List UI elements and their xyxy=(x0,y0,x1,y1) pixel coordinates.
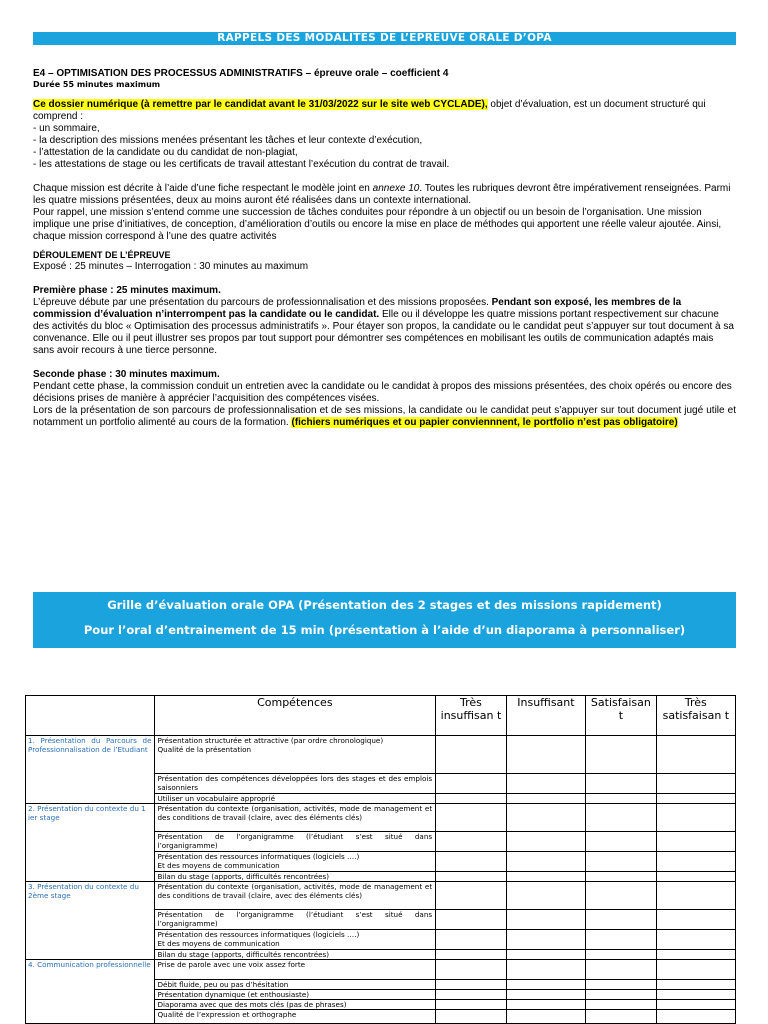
score-cell[interactable] xyxy=(436,736,507,774)
grille-subtitle: Pour l’oral d’entrainement de 15 min (présentation à l’aide d’un diaporama à personnaliser) xyxy=(83,623,686,637)
header-satisfaisant: Satisfaisan t xyxy=(586,696,657,736)
missions-paragraph xyxy=(33,183,736,207)
phase2-paragraph-2 xyxy=(33,405,736,429)
score-cell[interactable] xyxy=(506,1010,585,1024)
table-row xyxy=(26,882,736,910)
criterion-text: Et des moyens de communication xyxy=(157,939,280,948)
criterion-cell xyxy=(154,736,436,774)
score-cell[interactable] xyxy=(436,910,507,930)
score-cell[interactable] xyxy=(656,990,735,1000)
criterion-text: Présentation des ressources informatiques (logiciels ….) xyxy=(157,852,360,861)
score-cell[interactable] xyxy=(586,832,657,852)
score-cell[interactable] xyxy=(586,980,657,990)
score-cell[interactable] xyxy=(506,736,585,774)
criterion-cell xyxy=(154,930,436,950)
criterion-cell xyxy=(154,872,436,882)
phase2-title: Seconde phase : 30 minutes maximum. xyxy=(33,369,220,380)
score-cell[interactable] xyxy=(656,794,735,804)
criterion-cell xyxy=(154,1010,436,1024)
score-cell[interactable] xyxy=(436,960,507,980)
criterion-cell xyxy=(154,832,436,852)
phase1-title: Première phase : 25 minutes maximum. xyxy=(33,285,221,296)
score-cell[interactable] xyxy=(656,872,735,882)
score-cell[interactable] xyxy=(656,960,735,980)
score-cell[interactable] xyxy=(656,1010,735,1024)
score-cell[interactable] xyxy=(586,1000,657,1010)
criterion-text: Présentation du contexte (organisation, activités, mode de management et des conditions de travail (claire, avec des éléments clés) xyxy=(157,804,433,822)
duree-text: Durée 55 minutes maximum xyxy=(33,80,161,89)
deroulement-title: DÉROULEMENT DE L’ÉPREUVE xyxy=(33,250,171,260)
section-label-stage-1: 2. Présentation du contexte du 1 ier stage xyxy=(26,804,155,882)
criterion-cell xyxy=(154,882,436,910)
score-cell[interactable] xyxy=(506,1000,585,1010)
score-cell[interactable] xyxy=(436,980,507,990)
dossier-item: - un sommaire, xyxy=(33,123,100,134)
phase2-paragraph-1: Pendant cette phase, la commission conduit un entretien avec la candidate ou le candidat à propos des missions présentées, des choix opérés ou encore des décisions prises de manière à apprécier l’acquisition des compétences visées. xyxy=(33,381,732,404)
phase2-highlight: (fichiers numériques et ou papier conviennnent, le portfolio n’est pas obligatoire) xyxy=(291,417,678,428)
deroulement-text: Exposé : 25 minutes – Interrogation : 30 minutes au maximum xyxy=(33,261,309,272)
criterion-cell xyxy=(154,794,436,804)
phase2-text: Lors de la présentation de son parcours de professionnalisation et de ses missions, la candidate ou le candidat peut s’appuyer sur tout document jugé utile et notamment un portfolio alimenté au cours de la formation. xyxy=(33,405,736,428)
score-cell[interactable] xyxy=(586,774,657,794)
criterion-cell xyxy=(154,852,436,872)
missions-text: . Toutes les rubriques devront être impérativement renseignées. Parmi les quatre missions présentées, deux au moins auront été réalisées dans un contexte international. xyxy=(33,183,731,206)
dossier-highlight: Ce dossier numérique (à remettre par le candidat avant le 31/03/2022 sur le site web CYCLADE), xyxy=(33,99,488,110)
score-cell[interactable] xyxy=(656,804,735,832)
score-cell[interactable] xyxy=(656,832,735,852)
score-cell[interactable] xyxy=(656,882,735,910)
score-cell[interactable] xyxy=(506,804,585,832)
section-label-communication: 4. Communication professionnelle xyxy=(26,960,155,1024)
criterion-cell xyxy=(154,980,436,990)
missions-text: Chaque mission est décrite à l’aide d’une fiche respectant le modèle joint en xyxy=(33,183,373,194)
score-cell[interactable] xyxy=(436,774,507,794)
dossier-paragraph xyxy=(33,99,736,123)
score-cell[interactable] xyxy=(506,832,585,852)
score-cell[interactable] xyxy=(436,930,507,950)
score-cell[interactable] xyxy=(436,852,507,872)
dossier-rest: objet d’évaluation, est un document structuré qui comprend : xyxy=(33,99,706,122)
score-cell[interactable] xyxy=(436,832,507,852)
score-cell[interactable] xyxy=(586,872,657,882)
dossier-item: - les attestations de stage ou les certificats de travail attestant l’exécution du contrat de travail. xyxy=(33,159,450,170)
annex-reference: annexe 10 xyxy=(372,183,420,194)
score-cell[interactable] xyxy=(506,990,585,1000)
phase1-text: Elle ou il développe les quatre missions portant respectivement sur chacune des activités du bloc « Optimisation des processus administratifs ». Pour étayer son propos, la candidate ou le candidat peut s’appuyer sur tout document à sa convenance. Elle ou il peut illustrer ses propos par tout support pour démontrer ses compétences en mobilisant les outils de communication adaptés mais sans avoir recours à une tierce personne. xyxy=(33,309,734,356)
grid-header-row xyxy=(26,696,736,736)
header-competences: Compétences xyxy=(154,696,436,736)
criterion-cell xyxy=(154,1000,436,1010)
criterion-cell xyxy=(154,990,436,1000)
criterion-text: Bilan du stage (apports, difficultés rencontrées) xyxy=(157,872,330,881)
score-cell[interactable] xyxy=(436,794,507,804)
score-cell[interactable] xyxy=(506,794,585,804)
criterion-text: Présentation des compétences développées lors des stages et des emplois saisonniers xyxy=(157,774,433,792)
criterion-text: Présentation de l’organigramme (l’étudiant s’est situé dans l’organigramme) xyxy=(157,832,433,850)
score-cell[interactable] xyxy=(586,950,657,960)
score-cell[interactable] xyxy=(586,736,657,774)
score-cell[interactable] xyxy=(436,882,507,910)
score-cell[interactable] xyxy=(506,910,585,930)
score-cell[interactable] xyxy=(656,950,735,960)
e4-title: E4 – OPTIMISATION DES PROCESSUS ADMINISTRATIFS – épreuve orale – coefficient 4 xyxy=(33,68,449,79)
criterion-cell xyxy=(154,910,436,930)
score-cell[interactable] xyxy=(506,930,585,950)
grille-banner xyxy=(33,592,736,648)
score-cell[interactable] xyxy=(586,852,657,872)
score-cell[interactable] xyxy=(506,950,585,960)
section-label-stage-2: 3. Présentation du contexte du 2ème stage xyxy=(26,882,155,960)
score-cell[interactable] xyxy=(586,960,657,980)
score-cell[interactable] xyxy=(506,882,585,910)
header-tres-satisfaisant: Très satisfaisan t xyxy=(656,696,735,736)
score-cell[interactable] xyxy=(586,794,657,804)
phase1-bold: Pendant son exposé, les membres de la commission d’évaluation n’interrompent pas la candidate ou le candidat. xyxy=(33,297,682,320)
header-blank xyxy=(26,696,155,736)
score-cell[interactable] xyxy=(656,774,735,794)
score-cell[interactable] xyxy=(586,1010,657,1024)
phase1-paragraph xyxy=(33,297,736,357)
criterion-cell xyxy=(154,960,436,980)
score-cell[interactable] xyxy=(586,882,657,910)
criterion-text: Débit fluide, peu ou pas d’hésitation xyxy=(157,980,289,989)
evaluation-grid xyxy=(25,695,736,1024)
score-cell[interactable] xyxy=(586,910,657,930)
score-cell[interactable] xyxy=(656,1000,735,1010)
criterion-text: Utiliser un vocabulaire approprié xyxy=(157,794,276,803)
table-row xyxy=(26,804,736,832)
score-cell[interactable] xyxy=(506,980,585,990)
score-cell[interactable] xyxy=(506,852,585,872)
score-cell[interactable] xyxy=(656,736,735,774)
criterion-cell xyxy=(154,950,436,960)
table-row xyxy=(26,960,736,980)
score-cell[interactable] xyxy=(436,1000,507,1010)
dossier-item: - la description des missions menées présentant les tâches et leur contexte d’exécution, xyxy=(33,135,423,146)
criterion-cell xyxy=(154,774,436,794)
score-cell[interactable] xyxy=(506,774,585,794)
section-label-parcours: 1. Présentation du Parcours de Professionnalisation de l’Etudiant xyxy=(26,736,155,804)
criterion-text: Présentation structurée et attractive (par ordre chronologique) xyxy=(157,736,384,745)
modalites-banner: RAPPELS DES MODALITES DE L’EPREUVE ORALE D’OPA xyxy=(33,32,736,45)
criterion-text: Diaporama avec que des mots clés (pas de phrases) xyxy=(157,1000,347,1009)
score-cell[interactable] xyxy=(436,804,507,832)
header-insuffisant: Insuffisant xyxy=(506,696,585,736)
score-cell[interactable] xyxy=(656,980,735,990)
criterion-text: Qualité de la présentation xyxy=(157,745,252,754)
criterion-cell xyxy=(154,804,436,832)
score-cell[interactable] xyxy=(436,1010,507,1024)
score-cell[interactable] xyxy=(436,990,507,1000)
score-cell[interactable] xyxy=(656,930,735,950)
score-cell[interactable] xyxy=(586,930,657,950)
grille-title: Grille d’évaluation orale OPA (Présentation des 2 stages et des missions rapidement) xyxy=(107,598,662,612)
criterion-text: Qualité de l’expression et orthographe xyxy=(157,1010,297,1019)
criterion-text: Et des moyens de communication xyxy=(157,861,280,870)
score-cell[interactable] xyxy=(586,804,657,832)
criterion-text: Présentation dynamique (et enthousiaste) xyxy=(157,990,310,999)
score-cell[interactable] xyxy=(506,872,585,882)
dossier-item: - l’attestation de la candidate ou du candidat de non-plagiat, xyxy=(33,147,298,158)
criterion-text: Présentation du contexte (organisation, activités, mode de management et des conditions de travail (claire, avec des éléments clés) xyxy=(157,882,433,900)
document-body xyxy=(33,68,736,429)
score-cell[interactable] xyxy=(436,872,507,882)
score-cell[interactable] xyxy=(656,910,735,930)
criterion-text: Présentation des ressources informatiques (logiciels ….) xyxy=(157,930,360,939)
score-cell[interactable] xyxy=(436,950,507,960)
criterion-text: Présentation de l’organigramme (l’étudiant s’est situé dans l’organigramme) xyxy=(157,910,433,928)
score-cell[interactable] xyxy=(656,852,735,872)
header-tres-insuffisant: Très insuffisan t xyxy=(436,696,507,736)
score-cell[interactable] xyxy=(586,990,657,1000)
mission-definition: Pour rappel, une mission s’entend comme une succession de tâches conduites pour répondre à un objectif ou un besoin de l’organisation. Une mission implique une prise d’initiatives, de conception, d’amélioration d’outils ou encore la mise en place de méthodes qui apportent une réelle valeur ajoutée. Ainsi, chaque mission correspond à l’une des quatre activités xyxy=(33,207,722,242)
score-cell[interactable] xyxy=(506,960,585,980)
criterion-text: Prise de parole avec une voix assez forte xyxy=(157,960,306,969)
table-row xyxy=(26,736,736,774)
phase1-text: L’épreuve débute par une présentation du parcours de professionnalisation et des missions proposées. xyxy=(33,297,492,308)
criterion-text: Bilan du stage (apports, difficultés rencontrées) xyxy=(157,950,330,959)
